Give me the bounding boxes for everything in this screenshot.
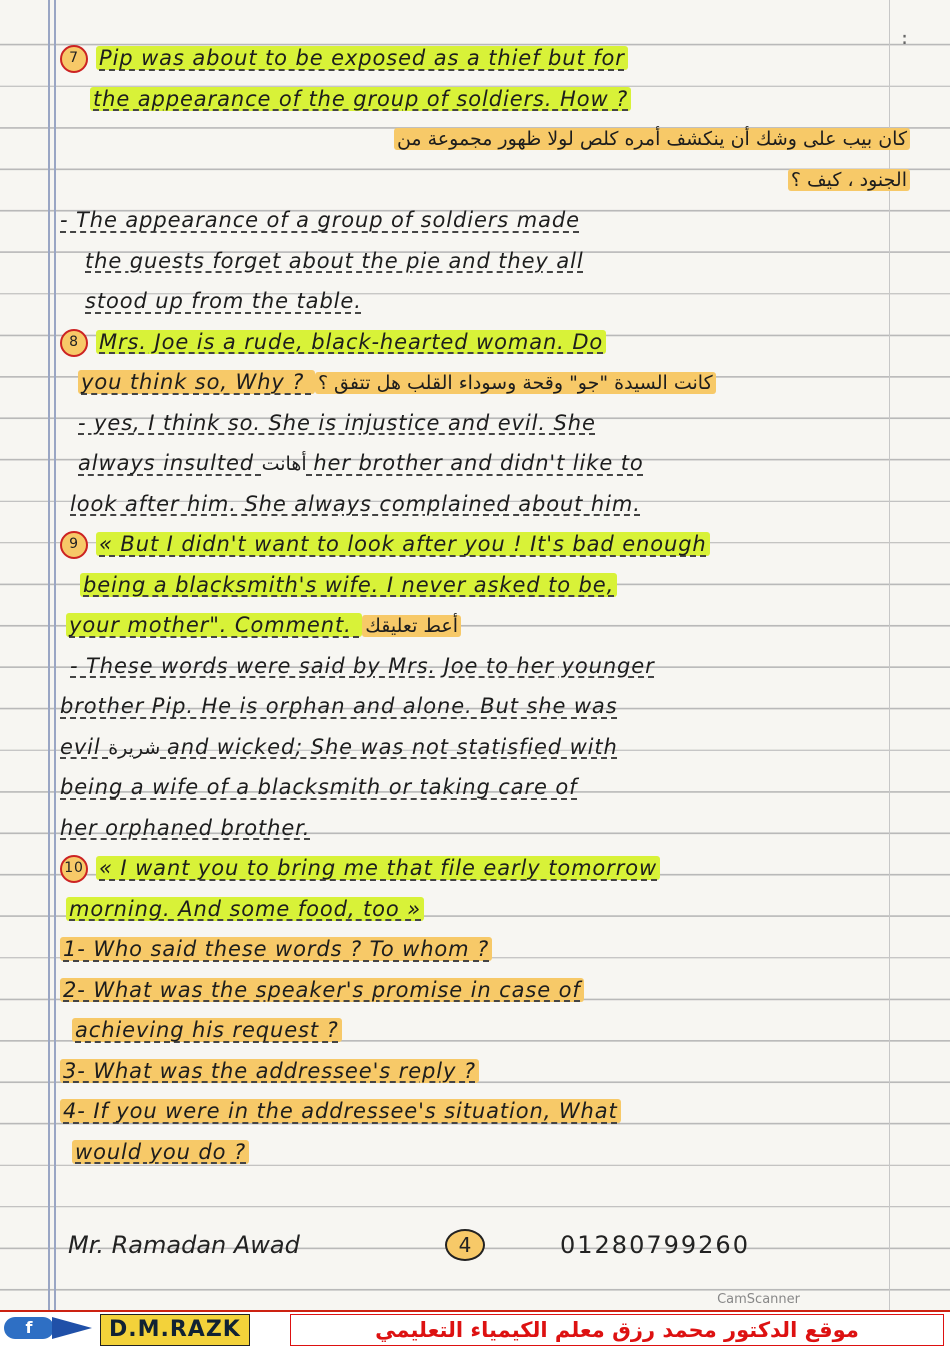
q8-line-1 <box>60 322 920 363</box>
q7-answer-1: - The appearance of a group of soldiers made <box>60 208 580 232</box>
q10-sub-2: 2- What was the speaker's promise in case of <box>60 970 920 1011</box>
q7-text-1: Pip was about to be exposed as a thief but for <box>96 46 628 70</box>
q7-line-1 <box>60 38 920 79</box>
q8-answer-3: look after him. She always complained about him. <box>70 491 641 516</box>
question-number-8: 8 <box>60 329 88 357</box>
q8-answer-2: always insulted أهانت her brother and didn't like to <box>78 451 644 475</box>
q9-answer-2: brother Pip. He is orphan and alone. But she was <box>60 694 618 718</box>
q9-line-3: your mother". Comment. أعط تعليقك <box>60 605 920 646</box>
q9-text-1: « But I didn't want to look after you ! It's bad enough <box>96 532 710 556</box>
q7-answer-3: stood up from the table. <box>85 289 362 313</box>
margin-line <box>54 0 56 1310</box>
site-banner <box>0 1310 950 1347</box>
page-number: 4 <box>445 1229 485 1261</box>
facebook-icon[interactable]: f <box>4 1317 54 1339</box>
q10-line-2: morning. And some food, too » <box>60 889 920 930</box>
q9-answer-5: her orphaned brother. <box>60 815 311 840</box>
phone-number: 01280799260 <box>560 1231 750 1259</box>
q10-line-1 <box>60 848 920 889</box>
author-name: Mr. Ramadan Awad <box>68 1231 300 1259</box>
q9-answer-1: - These words were said by Mrs. Joe to her younger <box>70 653 655 678</box>
q10-sub-4-cont: would you do ? <box>60 1132 920 1173</box>
question-number-7: 7 <box>60 45 88 73</box>
corner-mark: : <box>899 28 910 49</box>
q9-line-2: being a blacksmith's wife. I never asked to be, <box>60 565 920 606</box>
q10-sub-2-cont: achieving his request ? <box>60 1010 920 1051</box>
q8-line-2: you think so, Why ? كانت السيدة "جو" وقحة وسوداء القلب هل تتفق ؟ <box>60 362 920 403</box>
q7-line-2 <box>60 79 920 120</box>
q9-line-1 <box>60 524 920 565</box>
question-number-10: 10 <box>60 855 88 883</box>
brand-label: D.M.RAZK <box>100 1314 250 1346</box>
q8-text-1: Mrs. Joe is a rude, black-hearted woman. Do <box>96 330 606 354</box>
question-number-9: 9 <box>60 531 88 559</box>
q10-sub-4: 4- If you were in the addressee's situation, What <box>60 1091 920 1132</box>
q8-answer-1: - yes, I think so. She is injustice and evil. She <box>78 410 596 435</box>
page-footer <box>60 1225 920 1265</box>
q7-arabic-1: كان بيب على وشك أن ينكشف أمره كلص لولا ظهور مجموعة من <box>60 119 920 160</box>
camscanner-watermark: CamScanner <box>717 1292 800 1307</box>
handwritten-content <box>60 38 920 1172</box>
arrow-icon <box>52 1317 92 1339</box>
q10-sub-1: 1- Who said these words ? To whom ? <box>60 929 920 970</box>
q7-text-2: the appearance of the group of soldiers. How ? <box>90 87 631 111</box>
site-title: موقع الدكتور محمد رزق معلم الكيمياء التعليمي <box>290 1314 944 1346</box>
q9-answer-4: being a wife of a blacksmith or taking care of <box>60 775 578 799</box>
q10-text-1: « I want you to bring me that file early tomorrow <box>96 856 660 880</box>
q9-answer-3: evil شريرة and wicked; She was not statisfied with <box>60 734 618 759</box>
margin-line <box>48 0 50 1310</box>
q10-sub-3: 3- What was the addressee's reply ? <box>60 1051 920 1092</box>
q7-answer-2: the guests forget about the pie and they all <box>85 248 584 273</box>
q7-arabic-2: الجنود ، كيف ؟ <box>60 160 920 201</box>
